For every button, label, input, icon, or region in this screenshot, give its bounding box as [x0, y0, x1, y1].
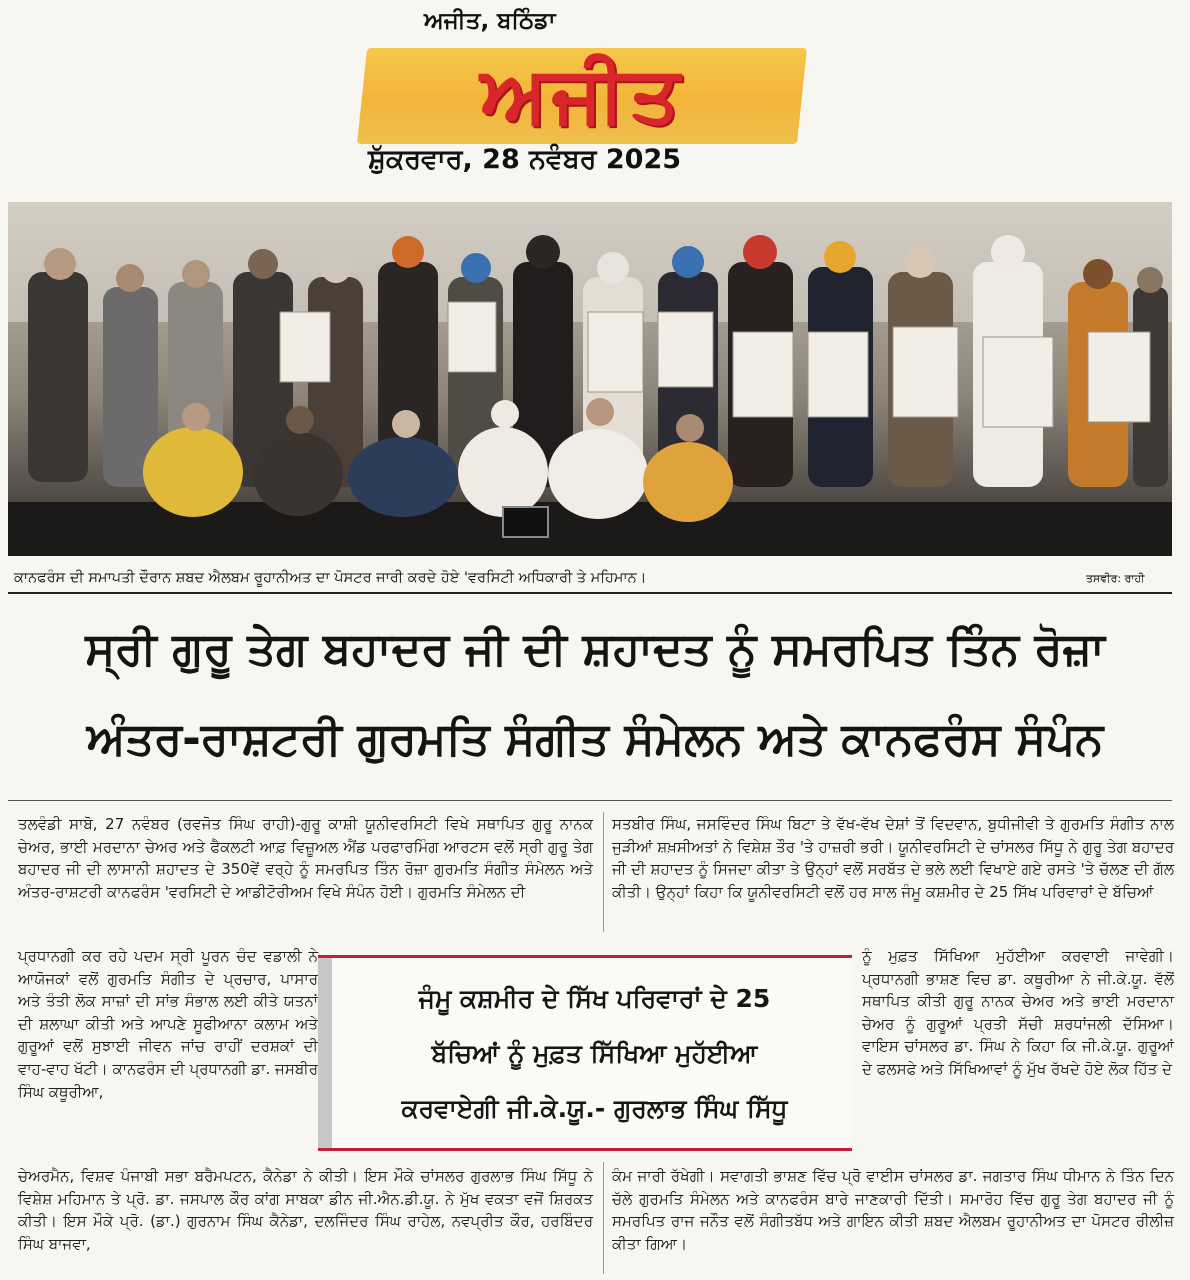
- article-left-mid: [18, 945, 318, 1103]
- article-paragraph: ਕੰਮ ਜਾਰੀ ਰੱਖੇਗੀ। ਸਵਾਗਤੀ ਭਾਸ਼ਣ ਵਿੱਚ ਪ੍ਰੋ ਵਾਈਸ ਚਾਂਸਲਰ ਡਾ. ਜਗਤਾਰ ਸਿੰਘ ਧੀਮਾਨ ਨੇ ਤਿੰਨ ਦਿਨ ਚੱਲੇ ਗੁਰਮਤਿ ਸੰਮੇਲਨ ਅਤੇ ਕਾਨਫਰੰਸ ਬਾਰੇ ਜਾਣਕਾਰੀ ਦਿੱਤੀ। ਸਮਾਰੋਹ ਵਿੱਚ ਗੁਰੂ ਤੇਗ ਬਹਾਦਰ ਜੀ ਨੂੰ ਸਮਰਪਿਤ ਰਾਜ ਜਨੌਤ ਵਲੋਂ ਸੰਗੀਤਬੱਧ ਅਤੇ ਗਾਇਨ ਕੀਤੀ ਸ਼ਬਦ ਐਲਬਮ ਰੂਹਾਨੀਅਤ ਦਾ ਪੋਸਟਰ ਰੀਲੀਜ਼ ਕੀਤਾ ਗਿਆ।: [612, 1167, 1174, 1253]
- pull-quote-line-1: ਜੰਮੂ ਕਸ਼ਮੀਰ ਦੇ ਸਿੱਖ ਪਰਿਵਾਰਾਂ ਦੇ 25: [418, 984, 771, 1013]
- pull-quote-top-rule: [318, 955, 852, 958]
- pull-quote-bar: [318, 955, 332, 1151]
- article-paragraph: ਸਤਬੀਰ ਸਿੰਘ, ਜਸਵਿੰਦਰ ਸਿੰਘ ਬਿਟਾ ਤੇ ਵੱਖ-ਵੱਖ ਦੇਸ਼ਾਂ ਤੋਂ ਵਿਦਵਾਨ, ਬੁਧੀਜੀਵੀ ਤੇ ਗੁਰਮਤਿ ਸੰਗੀਤ ਨਾਲ ਜੁੜੀਆਂ ਸ਼ਖ਼ਸੀਅਤਾਂ ਨੇ ਵਿਸ਼ੇਸ਼ ਤੌਰ 'ਤੇ ਹਾਜ਼ਰੀ ਭਰੀ। ਯੂਨੀਵਰਸਿਟੀ ਦੇ ਚਾਂਸਲਰ ਸਿੱਧੂ ਨੇ ਗੁਰੂ ਤੇਗ ਬਹਾਦਰ ਜੀ ਦੀ ਸ਼ਹਾਦਤ ਨੂੰ ਸਿਜਦਾ ਕੀਤਾ ਤੇ ਉਨ੍ਹਾਂ ਵਲੋਂ ਸਰਬੱਤ ਦੇ ਭਲੇ ਲਈ ਵਿਖਾਏ ਗਏ ਰਸਤੇ 'ਤੇ ਚੱਲਣ ਦੀ ਗੱਲ ਕੀਤੀ। ਉਨ੍ਹਾਂ ਕਿਹਾ ਕਿ ਯੂਨੀਵਰਸਿਟੀ ਵਲੋਂ ਹਰ ਸਾਲ ਜੰਮੂ ਕਸ਼ਮੀਰ ਦੇ 25 ਸਿੱਖ ਪਰਿਵਾਰਾਂ ਦੇ ਬੱਚਿਆਂ: [612, 815, 1174, 901]
- article-paragraph: ਤਲਵੰਡੀ ਸਾਬੋ, 27 ਨਵੰਬਰ (ਰਵਜੋਤ ਸਿੰਘ ਰਾਹੀ)-ਗੁਰੂ ਕਾਸ਼ੀ ਯੂਨੀਵਰਸਿਟੀ ਵਿਖੇ ਸਥਾਪਿਤ ਗੁਰੂ ਨਾਨਕ ਚੇਅਰ, ਭਾਈ ਮਰਦਾਨਾ ਚੇਅਰ ਅਤੇ ਫੈਕਲਟੀ ਆਫ਼ ਵਿਜ਼ੂਅਲ ਐਂਡ ਪਰਫਾਰਮਿੰਗ ਆਰਟਸ ਵਲੋਂ ਸ੍ਰੀ ਗੁਰੂ ਤੇਗ ਬਹਾਦਰ ਜੀ ਦੀ ਲਾਸਾਨੀ ਸ਼ਹਾਦਤ ਦੇ 350ਵੇਂ ਵਰ੍ਹੇ ਨੂੰ ਸਮਰਪਿਤ ਤਿੰਨ ਰੋਜ਼ਾ ਗੁਰਮਤਿ ਸੰਗੀਤ ਸੰਮੇਲਨ ਅਤੇ ਅੰਤਰ-ਰਾਸ਼ਟਰੀ ਕਾਨਫਰੰਸ 'ਵਰਸਿਟੀ ਦੇ ਆਡੀਟੋਰੀਅਮ ਵਿਖੇ ਸੰਪੰਨ ਹੋਈ। ਗੁਰਮਤਿ ਸੰਮੇਲਨ ਦੀ: [18, 815, 593, 901]
- pull-quote-bottom-rule: [318, 1148, 852, 1151]
- article-left-bottom: [18, 1165, 593, 1255]
- pull-quote-text: [342, 971, 847, 1136]
- article-left-top: [18, 813, 593, 903]
- article-right-top: [612, 813, 1174, 903]
- article-paragraph: ਚੇਅਰਮੈਨ, ਵਿਸ਼ਵ ਪੰਜਾਬੀ ਸਭਾ ਬਰੈਮਪਟਨ, ਕੈਨੇਡਾ ਨੇ ਕੀਤੀ। ਇਸ ਮੌਕੇ ਚਾਂਸਲਰ ਗੁਰਲਾਭ ਸਿੰਘ ਸਿੱਧੂ ਨੇ ਵਿਸ਼ੇਸ਼ ਮਹਿਮਾਨ ਤੇ ਪ੍ਰੋ. ਡਾ. ਜਸਪਾਲ ਕੌਰ ਕਾਂਗ ਸਾਬਕਾ ਡੀਨ ਜੀ.ਐਨ.ਡੀ.ਯੂ. ਨੇ ਮੁੱਖ ਵਕਤਾ ਵਜੋਂ ਸ਼ਿਰਕਤ ਕੀਤੀ। ਇਸ ਮੌਕੇ ਪ੍ਰੋ. (ਡਾ.) ਗੁਰਨਾਮ ਸਿੰਘ ਕੈਨੇਡਾ, ਦਲਜਿੰਦਰ ਸਿੰਘ ਰਾਹੇਲ, ਨਵਪ੍ਰੀਤ ਕੌਰ, ਹਰਬਿੰਦਰ ਸਿੰਘ ਬਾਜਵਾ,: [18, 1167, 593, 1253]
- article-paragraph: ਪ੍ਰਧਾਨਗੀ ਕਰ ਰਹੇ ਪਦਮ ਸ੍ਰੀ ਪੂਰਨ ਚੰਦ ਵਡਾਲੀ ਨੇ ਆਯੋਜਕਾਂ ਵਲੋਂ ਗੁਰਮਤਿ ਸੰਗੀਤ ਦੇ ਪ੍ਰਚਾਰ, ਪਾਸਾਰ ਅਤੇ ਤੰਤੀ ਲੋਕ ਸਾਜ਼ਾਂ ਦੀ ਸਾਂਭ ਸੰਭਾਲ ਲਈ ਕੀਤੇ ਯਤਨਾਂ ਦੀ ਸ਼ਲਾਘਾ ਕੀਤੀ ਅਤੇ ਆਪਣੇ ਸੂਫੀਆਨਾ ਕਲਾਮ ਅਤੇ ਗੁਰੂਆਂ ਵਲੋਂ ਸੁਝਾਈ ਜੀਵਨ ਜਾਂਚ ਰਾਹੀਂ ਦਰਸ਼ਕਾਂ ਦੀ ਵਾਹ-ਵਾਹ ਖੱਟੀ। ਕਾਨਫਰੰਸ ਦੀ ਪ੍ਰਧਾਨਗੀ ਡਾ. ਜਸਬੀਰ ਸਿੰਘ ਕਥੂਰੀਆ,: [18, 947, 318, 1101]
- article-paragraph: ਨੂੰ ਮੁਫ਼ਤ ਸਿੱਖਿਆ ਮੁਹੱਈਆ ਕਰਵਾਈ ਜਾਵੇਗੀ। ਪ੍ਰਧਾਨਗੀ ਭਾਸ਼ਣ ਵਿਚ ਡਾ. ਕਥੂਰੀਆ ਨੇ ਜੀ.ਕੇ.ਯੂ. ਵੱਲੋਂ ਸਥਾਪਿਤ ਕੀਤੀ ਗੁਰੂ ਨਾਨਕ ਚੇਅਰ ਅਤੇ ਭਾਈ ਮਰਦਾਨਾ ਚੇਅਰ ਨੂੰ ਗੁਰੂਆਂ ਪ੍ਰਤੀ ਸੱਚੀ ਸ਼ਰਧਾਂਜਲੀ ਦੱਸਿਆ। ਵਾਇਸ ਚਾਂਸਲਰ ਡਾ. ਸਿੰਘ ਨੇ ਕਿਹਾ ਕਿ ਜੀ.ਕੇ.ਯੂ. ਗੁਰੂਆਂ ਦੇ ਫਲਸਫੇ ਅਤੇ ਸਿੱਖਿਆਵਾਂ ਨੂੰ ਮੁੱਖ ਰੱਖਦੇ ਹੋਏ ਲੋਕ ਹਿੱਤ ਦੇ: [862, 947, 1174, 1078]
- headline-line-1: ਸ੍ਰੀ ਗੁਰੂ ਤੇਗ ਬਹਾਦਰ ਜੀ ਦੀ ਸ਼ਹਾਦਤ ਨੂੰ ਸਮਰਪਿਤ ਤਿੰਨ ਰੋਜ਼ਾ: [85, 622, 1105, 675]
- publication-date: ਸ਼ੁੱਕਰਵਾਰ, 28 ਨਵੰਬਰ 2025: [368, 144, 682, 175]
- headline-rule: [8, 800, 1172, 801]
- article-right-bottom: [612, 1165, 1174, 1255]
- headline-line-2: ਅੰਤਰ-ਰਾਸ਼ਟਰੀ ਗੁਰਮਤਿ ਸੰਗੀਤ ਸੰਮੇਲਨ ਅਤੇ ਕਾਨਫਰੰਸ ਸੰਪੰਨ: [86, 712, 1104, 765]
- caption-rule: [8, 592, 1172, 594]
- newspaper-logo: ਅਜੀਤ: [480, 50, 684, 140]
- article-right-mid: [862, 945, 1174, 1081]
- paper-edition: ਅਜੀਤ, ਬਠਿੰਡਾ: [424, 8, 556, 34]
- pull-quote-line-3: ਕਰਵਾਏਗੀ ਜੀ.ਕੇ.ਯੂ.- ਗੁਰਲਾਭ ਸਿੰਘ ਸਿੱਧੂ: [401, 1094, 788, 1123]
- photo-caption: ਕਾਨਫਰੰਸ ਦੀ ਸਮਾਪਤੀ ਦੌਰਾਨ ਸ਼ਬਦ ਐਲਬਮ ਰੂਹਾਨੀਅਤ ਦਾ ਪੋਸਟਰ ਜਾਰੀ ਕਰਦੇ ਹੋਏ 'ਵਰਸਿਟੀ ਅਧਿਕਾਰੀ ਤੇ ਮਹਿਮਾਨ।: [14, 570, 647, 586]
- pull-quote: [318, 955, 852, 1151]
- column-divider: [603, 1162, 604, 1274]
- event-photo: [8, 202, 1172, 556]
- photo-credit: ਤਸਵੀਰ: ਰਾਹੀ: [1086, 572, 1145, 585]
- pull-quote-line-2: ਬੱਚਿਆਂ ਨੂੰ ਮੁਫ਼ਤ ਸਿੱਖਿਆ ਮੁਹੱਈਆ: [431, 1039, 758, 1068]
- stage-light: [503, 507, 548, 537]
- column-divider: [603, 812, 604, 932]
- masthead: [362, 6, 802, 192]
